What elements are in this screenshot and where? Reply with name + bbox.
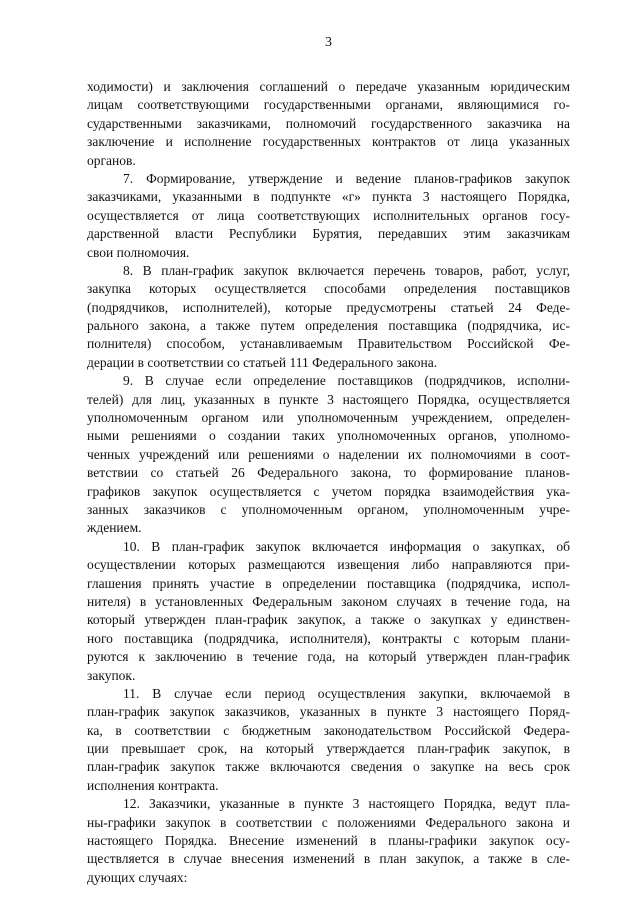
text-line: ветствии со статьей 26 Федерального закона, то формирование планов- <box>87 465 570 481</box>
text-line: телей) для лиц, указанных в пункте 3 настоящего Порядка, осуществляется <box>87 391 570 407</box>
text-line: план-график закупок также включаются сведения о закупке на весь срок <box>87 759 570 775</box>
text-line: ка, в соответствии с бюджетным законодательством Российской Федера- <box>87 722 570 738</box>
text-line: осуществлении которых размещаются извещения либо направляются при- <box>87 557 570 573</box>
text-line: дерации в соответствии со статьей 111 Федерального закона. <box>87 354 438 370</box>
paragraph-p6-continued <box>87 78 570 170</box>
text-line: глашения принять участие в определении поставщика (подрядчика, испол- <box>87 575 570 591</box>
paragraph-p11 <box>87 685 570 795</box>
text-line: ществляется в случае внесения изменений в план закупок, а также в сле- <box>87 851 570 867</box>
document-body <box>87 78 570 887</box>
text-line: нителя) в установленных Федеральным законом случаях в течение года, на <box>87 593 570 609</box>
text-line: занных заказчиков с уполномоченным органом, уполномоченным учре- <box>87 501 570 517</box>
text-line: (подрядчиков, исполнителей), которые предусмотрены статьей 24 Феде- <box>87 299 570 315</box>
text-line: уполномоченным органом или уполномоченным учреждением, определен- <box>87 410 570 426</box>
text-line: дарственной власти Республики Бурятия, передавших этим заказчикам <box>87 226 570 242</box>
paragraph-p8 <box>87 262 570 372</box>
text-line: ченных учреждений или решениями о наделении их полномочиями в соот- <box>87 446 570 462</box>
text-line: заключение и исполнение государственных контрактов от лица указанных <box>87 134 570 150</box>
text-line: графиков закупок осуществляется с учетом порядка взаимодействия ука- <box>87 483 570 499</box>
text-line: дующих случаях: <box>87 869 188 885</box>
paragraph-p10 <box>87 538 570 685</box>
text-line: сударственными заказчиками, полномочий государственного заказчика на <box>87 115 570 131</box>
text-line: ции превышает срок, на который утверждается план-график закупок, в <box>87 741 570 757</box>
text-line: ждением. <box>87 520 142 536</box>
text-line: ходимости) и заключения соглашений о передаче указанным юридическим <box>87 79 570 94</box>
text-line: руются к заключению в течение года, на который утвержден план-график <box>87 649 570 665</box>
text-line: 8. В план-график закупок включается перечень товаров, работ, услуг, <box>123 262 570 278</box>
text-line: закупка которых осуществляется способами определения поставщиков <box>87 281 570 297</box>
text-line: лицам соответствующими государственными органами, являющимися го- <box>87 97 570 113</box>
text-line: 9. В случае если определение поставщиков (подрядчиков, исполни- <box>123 373 570 389</box>
text-line: рального закона, а также путем определения поставщика (подрядчика, ис- <box>87 318 570 334</box>
text-line: осуществляется от лица соответствующих исполнительных органов госу- <box>87 207 570 223</box>
text-line: ными решениями о создании таких уполномоченных органов, уполномо- <box>87 428 570 444</box>
text-line: 7. Формирование, утверждение и ведение планов-графиков закупок <box>123 170 570 186</box>
text-line: закупок. <box>87 667 136 683</box>
text-line: свои полномочия. <box>87 244 190 260</box>
paragraph-p7 <box>87 170 570 262</box>
text-line: план-график закупок заказчиков, указанных в пункте 3 настоящего Поряд- <box>87 704 570 720</box>
page-number: 3 <box>325 35 332 50</box>
text-line: ны-графики закупок в соответствии с положениями Федерального закона и <box>87 814 570 830</box>
text-line: ного поставщика (подрядчика, исполнителя), контракты с которым плани- <box>87 630 570 646</box>
paragraph-p9 <box>87 372 570 538</box>
text-line: 10. В план-график закупок включается информация о закупках, об <box>123 538 570 554</box>
text-line: заказчиками, указанными в подпункте «г» пункта 3 настоящего Порядка, <box>87 189 570 205</box>
text-line: исполнения контракта. <box>87 777 219 793</box>
text-line: который утвержден план-график закупок, а также о закупках у единствен- <box>87 612 570 628</box>
paragraph-p12 <box>87 795 570 887</box>
text-line: 11. В случае если период осуществления закупки, включаемой в <box>123 685 570 701</box>
text-line: органов. <box>87 152 136 168</box>
text-line: полнителя) способом, устанавливаемым Правительством Российской Фе- <box>87 336 570 352</box>
text-line: 12. Заказчики, указанные в пункте 3 настоящего Порядка, ведут пла- <box>123 796 570 812</box>
text-line: настоящего Порядка. Внесение изменений в планы-графики закупок осу- <box>87 833 570 849</box>
